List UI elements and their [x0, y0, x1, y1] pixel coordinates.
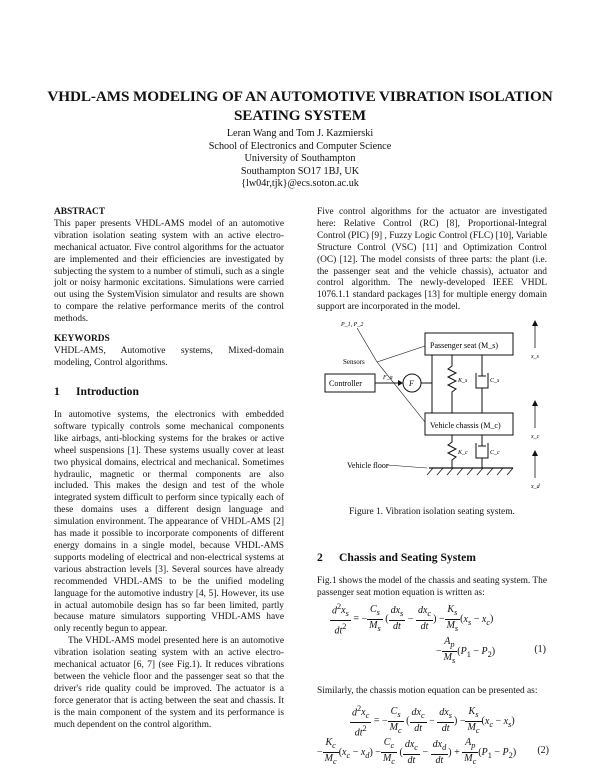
cc-label: C_c	[490, 450, 500, 456]
abstract-heading: ABSTRACT	[54, 207, 106, 217]
spring-ks	[448, 355, 456, 413]
vehicle-floor-label: Vehicle floor	[347, 461, 389, 470]
title-line-1: VHDL-AMS MODELING OF AN AUTOMOTIVE VIBRATION ISOLATION	[47, 88, 553, 105]
intro-paragraph-2: The VHDL-AMS model presented here is an automotive vibration isolation seating system with an active electro-mechanical actuator [6, 7] (see Fig.1). It reduces vibrations between the vehicle floor and the passenger seat so that the driver's ride quality could be improved. The actuator is a force generator that is acting between the seat and chassis. It is the main component of the system and its performance is much dependent on the control algorithm.	[54, 636, 284, 730]
equation-2: $\frac{d^2x_c}{dt^2}$ = − $\frac{C_s}{M_c}$ ( $\frac{dx_c}{dt}$ − $\frac{dx_s}{dt}$ ) − $\frac{K_s}{M_c}$ $(x_c - x_s)$	[352, 704, 515, 739]
intro-heading	[54, 385, 139, 398]
author-names: Leran Wang and Tom J. Kazmierski	[226, 128, 374, 139]
keywords-text: VHDL-AMS, Automotive systems, Mixed-domain modeling, Control algorithms.	[54, 345, 284, 368]
section-2-number: 2	[317, 551, 323, 564]
author-dept: School of Electronics and Computer Science	[208, 140, 392, 152]
right-intro-continued	[317, 207, 547, 314]
title-line-2: SEATING SYSTEM	[233, 107, 367, 124]
spring-kc	[448, 435, 456, 468]
author-city: Southampton SO17 1BJ, UK	[240, 165, 360, 177]
section-2-heading	[317, 551, 476, 564]
figure-1-diagram	[317, 318, 547, 498]
abstract-text: This paper presents VHDL-AMS model of an automotive vibration isolation seating system with an active electro-mechanical actuator. Five control algorithms for the actuator are implemented and their efficiencies are investigated by subjecting the system to a number of stimuli, such as a single jolt or noisy harmonic excitations. Simulations were carried out using the SystemVision simulator and results are shown to compare the relative performance merits of the control methods.	[54, 218, 284, 325]
xs-label: x_s	[531, 354, 539, 360]
abstract-section	[54, 207, 284, 326]
intro-title: Introduction	[76, 385, 139, 398]
ks-label: K_s	[458, 378, 468, 384]
intro-paragraph-1: In automotive systems, the electronics with embedded software typically controls some mechanical components like airbags, anti-blocking systems for the brakes or active wheel suspensions [1]. These systems usually cover at least two physical domains, electrical and mechanical. Sometimes hydraulic, magnetic or thermal components are also included. This makes the design and test of the whole integrated system difficult to perform since typically each of these domains uses a different design language and simulation environment. The appearance of VHDL-AMS [2] has made it possible to incorporate components of different energy domains in a single model, because VHDL-AMS supports modeling of electrical and non-electrical systems at various abstraction levels [3]. Several sources have already recommended VHDL-AMS to be the unified modeling language for the automotive industry [4, 5]. However, its use in actual automobile design has so far been limited, partly because mature simulators supporting VHDL-AMS have only recently begun to appear.	[54, 410, 284, 635]
paper-title	[40, 87, 560, 125]
vehicle-chassis-label: Vehicle chassis (M_c)	[430, 421, 501, 430]
section-2-title: Chassis and Seating System	[339, 551, 476, 564]
keywords-section	[54, 334, 284, 370]
equation-2-number: (2)	[537, 745, 549, 756]
author-university: University of Southampton	[244, 153, 356, 165]
intro-body	[54, 410, 284, 731]
sensors-label: Sensors	[343, 358, 365, 366]
kc-label: K_c	[458, 450, 468, 456]
controller-label: Controller	[329, 379, 362, 388]
right-intro-paragraph: Five control algorithms for the actuator are investigated here: Relative Control (RC) [8], Proportional-Integral Control (PIC) [9] , Fuzzy Logic Control (FLC) [10], Variable Structure Control (VSC) [11] and Optimization Control (OC) [12]. The model consists of three parts: the plant (i.e. the passenger seat and the vehicle chassis), actuator and control algorithm. The newly-developed IEEE VHDL 1076.1.1 standard packages [13] for multiple energy domain support are incorporated in the model.	[317, 207, 547, 313]
p1p2-label: P_1, P_2	[341, 322, 364, 328]
equation-1: $\frac{d^2x_s}{dt^2}$ = − $\frac{C_s}{M_s}$ ( $\frac{dx_s}{dt}$ − $\frac{dx_c}{dt}$ ) − $\frac{K_s}{M_s}$ $(x_s - x_c)$	[332, 602, 494, 637]
xc-label: x_c	[531, 434, 540, 440]
xd-label: x_d	[531, 484, 540, 490]
author-block	[150, 128, 450, 191]
equation-1-number: (1)	[534, 644, 546, 655]
cs-label: C_s	[490, 378, 500, 384]
figure-1-caption: Figure 1. Vibration isolation seating system.	[349, 507, 515, 517]
equation-2-line-2: − $\frac{K_c}{M_c}$ $(x_c - x_d)$ − $\frac{C_c}{M_c}$ ( $\frac{dx_c}{dt}$ − $\frac{dx_d}{dt}$ ) + $\frac{A_p}{M_c}$ $(P_1 - P_2)$ (2)	[317, 737, 549, 766]
equation-1-line-2: − $\frac{A_p}{M_s}$ $(P_1 - P_2)$ (1)	[436, 636, 546, 665]
section-2-paragraph-2: Similarly, the chassis motion equation can be presented as:	[317, 686, 538, 696]
fa-label: F_a	[383, 375, 393, 381]
section-2-paragraph-1: Fig.1 shows the model of the chassis and seating system. The passenger seat motion equation is written as:	[317, 576, 548, 598]
intro-number: 1	[54, 385, 60, 398]
keywords-heading: KEYWORDS	[54, 334, 110, 344]
actuator-force-label: F	[409, 379, 414, 388]
passenger-seat-label: Passenger seat (M_s)	[430, 341, 498, 350]
author-email: {lw04r,tjk}@ecs.soton.ac.uk	[241, 178, 359, 190]
